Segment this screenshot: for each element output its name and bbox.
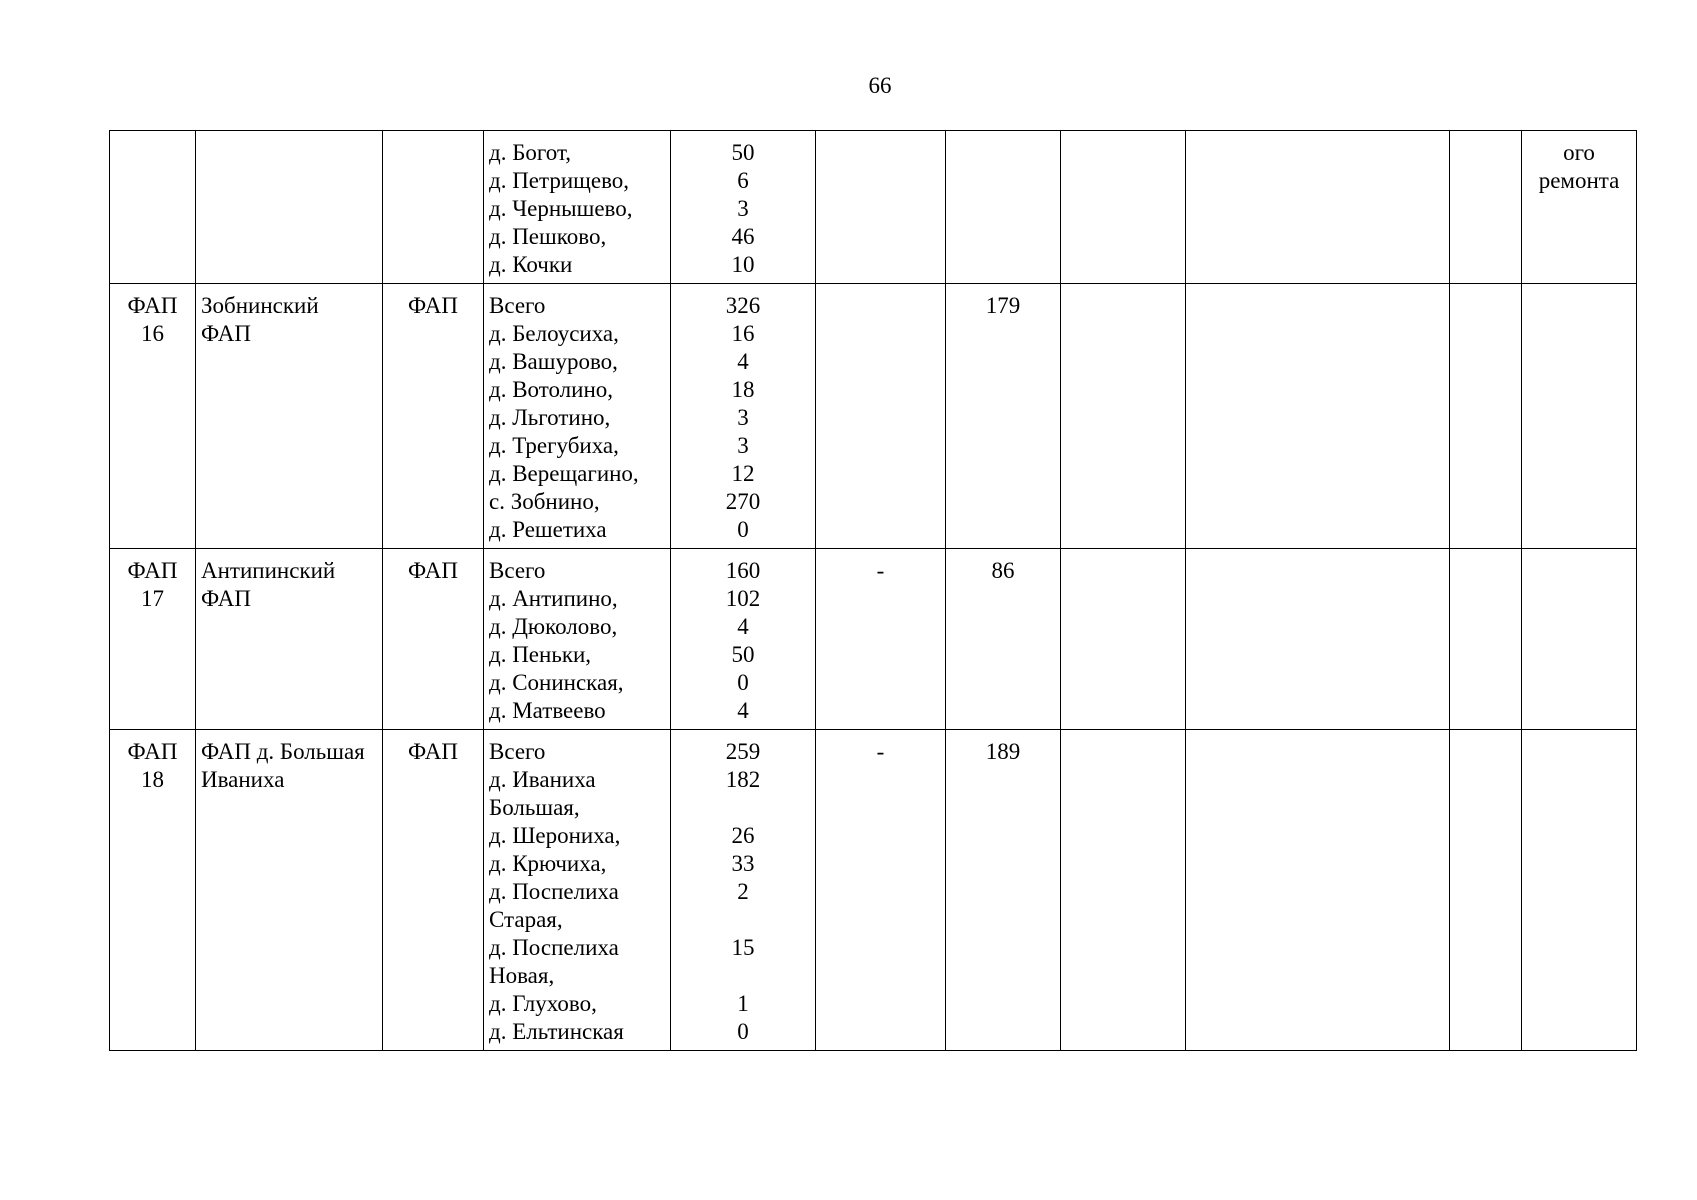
population-cell-line: 50 bbox=[731, 140, 755, 165]
settlements-cell-line: д. Петрищево, bbox=[489, 168, 630, 193]
settlements-cell-line: Старая, bbox=[489, 907, 563, 932]
facility-name-cell-line: ФАП bbox=[201, 586, 251, 611]
column-6-cell bbox=[816, 284, 946, 549]
column-10-cell bbox=[1450, 549, 1522, 730]
column-6-cell-value bbox=[821, 292, 940, 320]
settlements-cell-line: д. Матвеево bbox=[489, 698, 606, 723]
population-cell-line: 4 bbox=[737, 349, 749, 374]
facility-id-cell-line: 18 bbox=[141, 767, 164, 792]
population-cell-line: 50 bbox=[731, 642, 755, 667]
settlements-cell bbox=[484, 284, 671, 549]
settlements-cell-line: д. Поспелиха bbox=[489, 879, 619, 904]
column-8-cell bbox=[1061, 730, 1186, 1051]
facility-type-cell-value: ФАП bbox=[408, 558, 458, 583]
facility-name-cell bbox=[196, 131, 383, 284]
column-10-cell bbox=[1450, 730, 1522, 1051]
settlements-cell-line: Всего bbox=[489, 739, 546, 764]
settlements-cell-line: д. Дюколово, bbox=[489, 614, 618, 639]
facility-type-cell-value: ФАП bbox=[408, 739, 458, 764]
column-6-cell bbox=[816, 730, 946, 1051]
settlements-cell-line: д. Крючиха, bbox=[489, 851, 607, 876]
population-cell-line: 3 bbox=[737, 405, 749, 430]
column-7-cell-value: 86 bbox=[991, 558, 1015, 583]
column-6-cell-value: - bbox=[876, 739, 885, 764]
facility-type-cell bbox=[383, 131, 484, 284]
population-cell-line: 4 bbox=[737, 698, 749, 723]
settlements-cell-line: д. Богот, bbox=[489, 140, 572, 165]
facility-id-cell-line: 16 bbox=[141, 321, 164, 346]
table-row bbox=[110, 284, 1637, 549]
population-cell bbox=[671, 284, 816, 549]
settlements-cell bbox=[484, 549, 671, 730]
column-9-cell bbox=[1186, 730, 1450, 1051]
facility-type-cell-value bbox=[388, 139, 478, 167]
settlements-cell-line: д. Глухово, bbox=[489, 991, 597, 1016]
population-cell-line bbox=[676, 794, 810, 822]
column-7-cell bbox=[946, 131, 1061, 284]
facility-id-cell-line: ФАП bbox=[127, 739, 178, 764]
settlements-cell-line: Всего bbox=[489, 293, 546, 318]
column-7-cell-value bbox=[951, 139, 1055, 167]
column-9-cell bbox=[1186, 549, 1450, 730]
settlements-cell-line: д. Антипино, bbox=[489, 586, 618, 611]
column-7-cell-value: 189 bbox=[985, 739, 1021, 764]
table-row bbox=[110, 730, 1637, 1051]
settlements-cell-line: Большая, bbox=[489, 795, 580, 820]
column-6-cell bbox=[816, 131, 946, 284]
population-cell-line: 3 bbox=[737, 196, 749, 221]
facility-id-cell bbox=[110, 131, 196, 284]
population-cell-line bbox=[676, 962, 810, 990]
facility-name-cell-line: Иваниха bbox=[201, 767, 285, 792]
facility-name-cell bbox=[196, 284, 383, 549]
population-cell-line: 12 bbox=[731, 461, 755, 486]
settlements-cell-line: д. Белоусиха, bbox=[489, 321, 619, 346]
settlements-cell-line: д. Кочки bbox=[489, 252, 573, 277]
column-10-cell bbox=[1450, 131, 1522, 284]
population-cell-line: 3 bbox=[737, 433, 749, 458]
facility-id-cell-line: ФАП bbox=[127, 293, 178, 318]
column-6-cell-value: - bbox=[876, 558, 885, 583]
note-cell-line: ремонта bbox=[1538, 168, 1620, 193]
settlements-cell-line: д. Сонинская, bbox=[489, 670, 624, 695]
settlements-cell-line: д. Вашурово, bbox=[489, 349, 618, 374]
column-8-cell bbox=[1061, 549, 1186, 730]
population-cell-line: 10 bbox=[731, 252, 755, 277]
settlements-cell-line: с. Зобнино, bbox=[489, 489, 600, 514]
column-8-cell bbox=[1061, 284, 1186, 549]
facility-name-cell bbox=[196, 549, 383, 730]
column-9-cell bbox=[1186, 284, 1450, 549]
settlements-cell bbox=[484, 730, 671, 1051]
settlements-cell-line: д. Ельтинская bbox=[489, 1019, 624, 1044]
settlements-cell-line: д. Поспелиха bbox=[489, 935, 619, 960]
facility-type-cell bbox=[383, 730, 484, 1051]
settlements-cell-line: д. Верещагино, bbox=[489, 461, 639, 486]
facility-name-cell bbox=[196, 730, 383, 1051]
settlements-cell-line: д. Трегубиха, bbox=[489, 433, 619, 458]
population-cell-line: 0 bbox=[737, 517, 749, 542]
population-cell bbox=[671, 730, 816, 1051]
facility-name-cell-line: ФАП д. Большая bbox=[201, 739, 365, 764]
population-cell-line: 18 bbox=[731, 377, 755, 402]
facility-id-cell bbox=[110, 284, 196, 549]
settlements-cell-line: Всего bbox=[489, 558, 546, 583]
settlements-cell-line: д. Пеньки, bbox=[489, 642, 592, 667]
note-cell bbox=[1522, 549, 1637, 730]
population-cell bbox=[671, 549, 816, 730]
settlements-cell-line: д. Шерониха, bbox=[489, 823, 621, 848]
population-cell-line: 1 bbox=[737, 991, 749, 1016]
population-cell-line: 270 bbox=[725, 489, 761, 514]
column-7-cell bbox=[946, 549, 1061, 730]
population-cell-line: 0 bbox=[737, 670, 749, 695]
page-number: 66 bbox=[868, 73, 892, 98]
population-cell-line: 6 bbox=[737, 168, 749, 193]
column-10-cell bbox=[1450, 284, 1522, 549]
column-8-cell bbox=[1061, 131, 1186, 284]
column-9-cell bbox=[1186, 131, 1450, 284]
facility-name-cell-line: Антипинский bbox=[201, 558, 336, 583]
facility-name-cell-line: Зобнинский bbox=[201, 293, 319, 318]
settlements-cell-line: д. Пешково, bbox=[489, 224, 607, 249]
facility-id-cell bbox=[110, 730, 196, 1051]
table-row bbox=[110, 131, 1637, 284]
table-row bbox=[110, 549, 1637, 730]
population-cell-line: 259 bbox=[725, 739, 761, 764]
population-cell-line: 26 bbox=[731, 823, 755, 848]
population-cell-line: 102 bbox=[725, 586, 761, 611]
population-cell-line bbox=[676, 906, 810, 934]
facility-id-cell-line: ФАП bbox=[127, 558, 178, 583]
population-cell-line: 16 bbox=[731, 321, 755, 346]
settlements-cell-line: д. Чернышево, bbox=[489, 196, 633, 221]
population-cell-line: 4 bbox=[737, 614, 749, 639]
column-7-cell bbox=[946, 730, 1061, 1051]
note-cell bbox=[1522, 730, 1637, 1051]
facility-name-cell-line: ФАП bbox=[201, 321, 251, 346]
note-cell bbox=[1522, 284, 1637, 549]
facility-type-cell bbox=[383, 549, 484, 730]
settlements-cell-line: д. Иваниха bbox=[489, 767, 596, 792]
settlements-cell-line: Новая, bbox=[489, 963, 555, 988]
facility-type-cell-value: ФАП bbox=[408, 293, 458, 318]
population-cell-line: 182 bbox=[725, 767, 761, 792]
population-cell-line: 160 bbox=[725, 558, 761, 583]
table-body bbox=[110, 131, 1637, 1051]
settlements-cell bbox=[484, 131, 671, 284]
settlements-cell-line: д. Решетиха bbox=[489, 517, 607, 542]
settlements-cell-line: д. Льготино, bbox=[489, 405, 611, 430]
column-6-cell-value bbox=[821, 139, 940, 167]
population-cell-line: 326 bbox=[725, 293, 761, 318]
column-6-cell bbox=[816, 549, 946, 730]
facilities-table bbox=[109, 130, 1637, 1051]
column-7-cell bbox=[946, 284, 1061, 549]
facility-type-cell bbox=[383, 284, 484, 549]
population-cell-line: 2 bbox=[737, 879, 749, 904]
column-7-cell-value: 179 bbox=[985, 293, 1021, 318]
population-cell-line: 0 bbox=[737, 1019, 749, 1044]
facility-id-cell bbox=[110, 549, 196, 730]
population-cell bbox=[671, 131, 816, 284]
note-cell bbox=[1522, 131, 1637, 284]
note-cell-line: ого bbox=[1563, 140, 1595, 165]
facility-id-cell-line: 17 bbox=[141, 586, 164, 611]
settlements-cell-line: д. Вотолино, bbox=[489, 377, 614, 402]
population-cell-line: 15 bbox=[731, 935, 755, 960]
population-cell-line: 33 bbox=[731, 851, 755, 876]
population-cell-line: 46 bbox=[731, 224, 755, 249]
